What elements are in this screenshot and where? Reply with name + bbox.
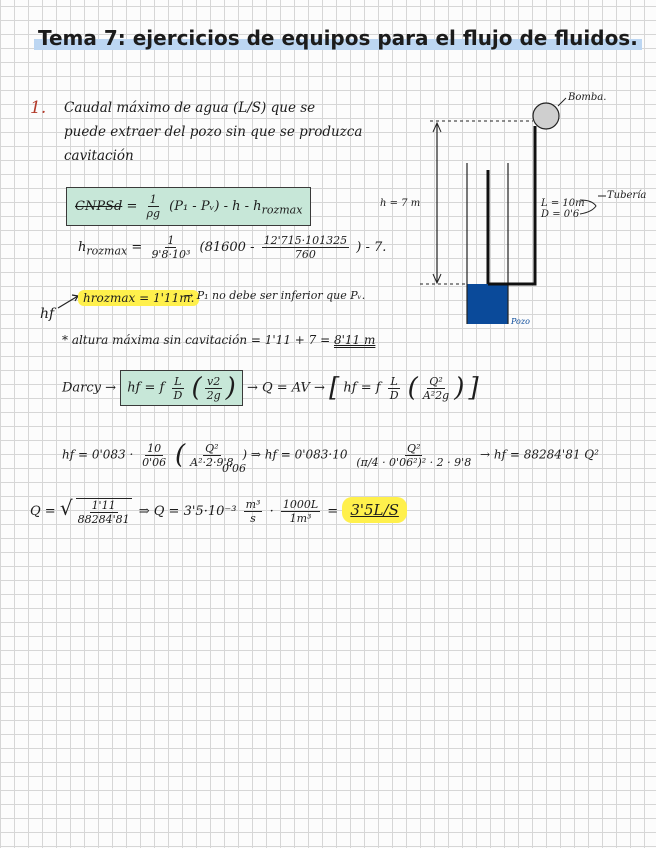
hroz-highlight: hrozmax = 1'11m. <box>78 290 199 306</box>
hf-mid: ) ⇒ hf = 0'083·10 <box>242 447 348 462</box>
q-value: ⇒ Q = 3'5·10⁻³ <box>138 504 237 519</box>
npsh-label: CNPSd <box>75 199 123 214</box>
equals-sign: = <box>126 199 138 214</box>
numerator: 1 <box>149 193 157 206</box>
denominator: D <box>389 388 399 402</box>
paren-open: ( <box>407 373 418 403</box>
page-title: Tema 7: ejercicios de equipos para el flujo de fluidos. <box>34 26 642 50</box>
tuberia-label: Tubería <box>607 190 647 201</box>
hf-eq-2: hf = f <box>343 380 381 396</box>
denominator: (π/4 · 0'06²)² · 2 · 9'8 <box>356 455 472 469</box>
pipe-length: L = 10m <box>541 198 585 209</box>
denominator: 1m³ <box>289 512 312 525</box>
bracket-close: ] <box>468 373 479 403</box>
bomba-pointer <box>558 98 566 106</box>
q-equals: Q = <box>30 504 56 519</box>
numerator: 12'715·101325 <box>263 234 348 247</box>
denominator: D <box>173 388 183 402</box>
numerator: L <box>390 374 398 388</box>
dot: · <box>269 504 274 519</box>
denominator: 760 <box>294 248 316 261</box>
subscript: rozmax <box>261 203 303 217</box>
pressure-term: (P₁ - Pᵥ) - h - h <box>169 199 262 214</box>
final-answer: 3'5L/S <box>342 497 407 523</box>
pipe-specs <box>541 198 585 220</box>
denominator: A²·2·9'8 <box>190 455 234 469</box>
pipe-diameter: D = 0'6 <box>541 209 580 220</box>
bomba-label: Bomba. <box>568 92 607 103</box>
height-label: h = 7 m <box>380 198 421 209</box>
denominator: 0'06 <box>142 455 167 469</box>
hf-start: hf = 0'083 · <box>62 447 134 462</box>
equals-sign: = <box>327 504 339 519</box>
equals-sign: = <box>131 240 143 255</box>
problem-line-1: Caudal máximo de agua (L/S) que se <box>64 100 316 116</box>
h-symbol: h <box>78 240 87 255</box>
denominator: s <box>250 512 256 525</box>
subscript: rozmax <box>86 244 128 258</box>
numerator: 1'11 <box>91 498 116 512</box>
hf-eq: hf = f <box>127 380 165 396</box>
darcy-arrow-text: → Q = AV → <box>246 380 325 396</box>
denominator: ρg <box>146 207 160 220</box>
numerator: Q² <box>407 441 421 455</box>
denominator: 9'8·10³ <box>151 248 191 261</box>
paren-close: ) <box>454 373 465 403</box>
hf-denominator-left: 0'06 <box>222 462 247 475</box>
numerator: v2 <box>207 374 221 388</box>
numerator: 1 <box>167 234 175 247</box>
bracket-open: (81600 - <box>199 240 255 255</box>
well-water <box>467 284 508 324</box>
darcy-label: Darcy → <box>62 380 117 396</box>
numerator: 10 <box>147 441 162 455</box>
bracket-open: [ <box>329 373 340 403</box>
paren-close: ) <box>225 373 236 403</box>
problem-line-2: puede extraer del pozo sin que se produzca <box>64 124 363 140</box>
problem-number: 1. <box>30 98 47 118</box>
sqrt-icon: √ <box>59 496 73 520</box>
pump-icon <box>533 103 559 129</box>
denominator: A²2g <box>422 388 450 402</box>
numerator: m³ <box>245 498 261 511</box>
problem-line-3: cavitación <box>64 148 134 164</box>
pozo-label: Pozo <box>511 317 530 326</box>
denominator: 2g <box>206 388 221 402</box>
denominator: 88284'81 <box>77 512 130 526</box>
max-height-value: 8'11 m <box>333 333 376 347</box>
hf-annotation: hf <box>40 306 55 322</box>
paren-open: ( <box>191 373 202 403</box>
numerator: Q² <box>429 374 443 388</box>
paren-open: ( <box>175 440 186 470</box>
numerator: Q² <box>205 441 219 455</box>
numerator: 1000L <box>282 498 319 511</box>
numerator: L <box>174 374 182 388</box>
hf-end: → hf = 88284'81 Q² <box>480 447 599 462</box>
bracket-close: ) - 7. <box>356 240 387 255</box>
pipe <box>488 126 535 284</box>
max-height-text: * altura máxima sin cavitación = 1'11 + 7 = <box>62 333 331 347</box>
pressure-note: → P₁ no debe ser inferior que Pᵥ. <box>184 289 366 302</box>
